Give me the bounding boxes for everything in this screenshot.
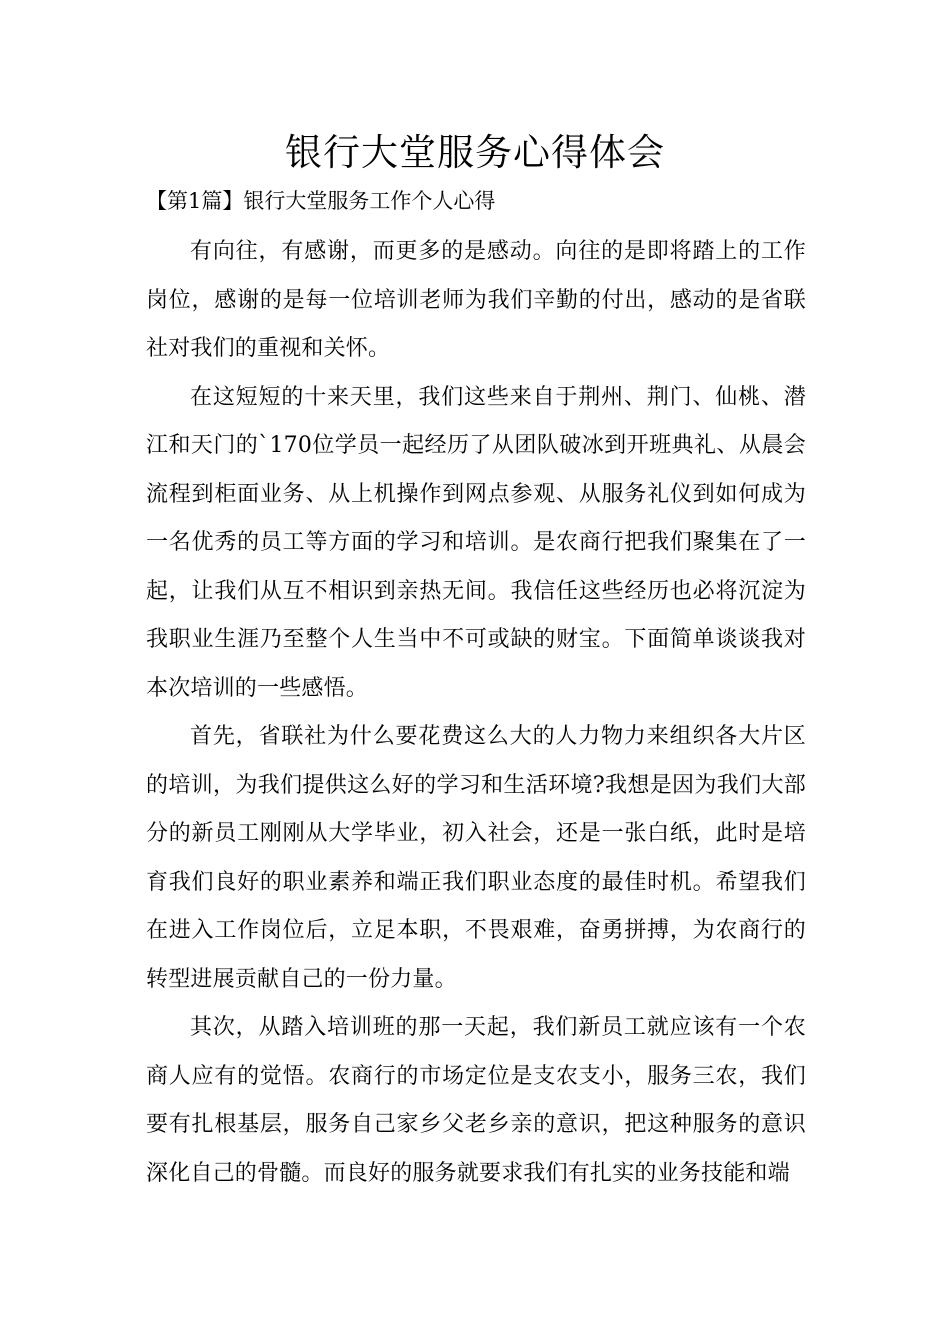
document-body xyxy=(146,228,806,1198)
paragraph-2: 在这短短的十来天里，我们这些来自于荆州、荆门、仙桃、潜江和天门的`170位学员一起经历了从团队破冰到开班典礼、从晨会流程到柜面业务、从上机操作到网点参观、从服务礼仪到如何成为一名优秀的员工等方面的学习和培训。是农商行把我们聚集在了一起，让我们从互不相识到亲热无间。我信任这些经历也必将沉淀为我职业生涯乃至整个人生当中不可或缺的财宝。下面简单谈谈我对本次培训的一些感悟。 xyxy=(146,384,806,701)
paragraph-1: 有向往，有感谢，而更多的是感动。向往的是即将踏上的工作岗位，感谢的是每一位培训老师为我们辛勤的付出，感动的是省联社对我们的重视和关怀。 xyxy=(146,239,806,361)
document-title: 银行大堂服务心得体会 xyxy=(285,131,665,174)
paragraph-4: 其次，从踏入培训班的那一天起，我们新员工就应该有一个农商人应有的觉悟。农商行的市场定位是支农支小，服务三农，我们要有扎根基层，服务自己家乡父老乡亲的意识，把这种服务的意识深化自己的骨髓。而良好的服务就要求我们有扎实的业务技能和端 xyxy=(146,1015,806,1186)
section-heading: 【第1篇】银行大堂服务工作个人心得 xyxy=(146,189,496,213)
paragraph-3: 首先，省联社为什么要花费这么大的人力物力来组织各大片区的培训，为我们提供这么好的学习和生活环境?我想是因为我们大部分的新员工刚刚从大学毕业，初入社会，还是一张白纸，此时是培育我们良好的职业素养和端正我们职业态度的最佳时机。希望我们在进入工作岗位后，立足本职，不畏艰难，奋勇拼搏，为农商行的转型进展贡献自己的一份力量。 xyxy=(146,724,806,992)
